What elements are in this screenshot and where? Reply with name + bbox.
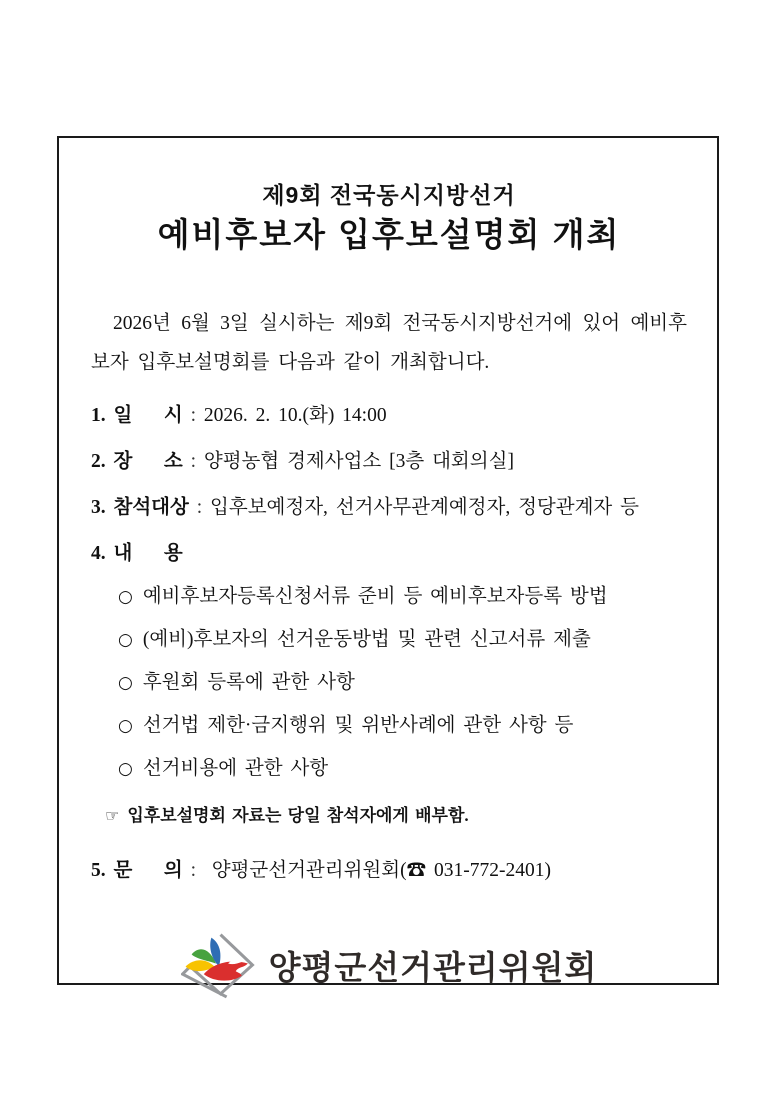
item-contact-value: 양평군선거관리위원회(☎ 031-772-2401) (211, 860, 551, 882)
organization-logo (91, 929, 687, 1001)
nec-ballot-bird-logo-icon (181, 929, 257, 1001)
list-item (118, 757, 687, 781)
item-place-label: 2. 장 소 (91, 451, 183, 473)
item-date-value: 2026. 2. 10.(화) 14:00 (203, 405, 387, 427)
item-contact-separator: : (182, 860, 212, 882)
list-item (118, 585, 687, 609)
handout-note (91, 805, 687, 827)
list-item (118, 628, 687, 652)
list-item (118, 671, 687, 695)
bullet-text: 선거비용에 관한 사항 (142, 758, 329, 780)
intro-paragraph: 2026년 6월 3일 실시하는 제9회 전국동시지방선거에 있어 예비후보자 입후보설명회를 다음과 같이 개최합니다. (91, 313, 687, 374)
item-contact (91, 858, 687, 883)
note-text: 입후보설명회 자료는 당일 참석자에게 배부함. (127, 806, 469, 826)
item-contents-label: 4. 내 용 (91, 543, 183, 565)
document-frame (57, 136, 719, 985)
item-attendees-label: 3. 참석대상 (91, 497, 189, 519)
item-contact-label: 5. 문 의 (91, 860, 183, 882)
item-date-label: 1. 일 시 (91, 405, 183, 427)
item-contents (91, 541, 687, 566)
list-item (118, 714, 687, 738)
pointing-hand-icon: ☞ (105, 806, 120, 826)
bullet-text: (예비)후보자의 선거운동방법 및 관련 신고서류 제출 (142, 629, 591, 651)
organization-name: 양평군선거관리위원회 (268, 948, 598, 986)
document-subtitle: 제9회 전국동시지방선거 (262, 182, 516, 208)
circle-bullet-icon: ○ (118, 587, 133, 608)
circle-bullet-icon: ○ (118, 716, 133, 737)
item-attendees (91, 495, 687, 520)
item-attendees-separator: : (188, 497, 211, 519)
bullet-text: 후원회 등록에 관한 사항 (142, 672, 355, 694)
item-place-value: 양평농협 경제사업소 [3층 대회의실] (203, 451, 514, 473)
contents-bullet-list (91, 585, 687, 781)
item-date (91, 403, 687, 428)
item-attendees-value: 입후보예정자, 선거사무관계예정자, 정당관계자 등 (210, 497, 639, 519)
circle-bullet-icon: ○ (118, 673, 133, 694)
item-place (91, 449, 687, 474)
circle-bullet-icon: ○ (118, 759, 133, 780)
item-place-separator: : (182, 451, 204, 473)
bullet-text: 예비후보자등록신청서류 준비 등 예비후보자등록 방법 (142, 586, 608, 608)
bullet-text: 선거법 제한·금지행위 및 위반사례에 관한 사항 등 (142, 715, 574, 737)
document-title: 예비후보자 입후보설명회 개최 (157, 216, 621, 254)
item-date-separator: : (182, 405, 204, 427)
circle-bullet-icon: ○ (118, 630, 133, 651)
